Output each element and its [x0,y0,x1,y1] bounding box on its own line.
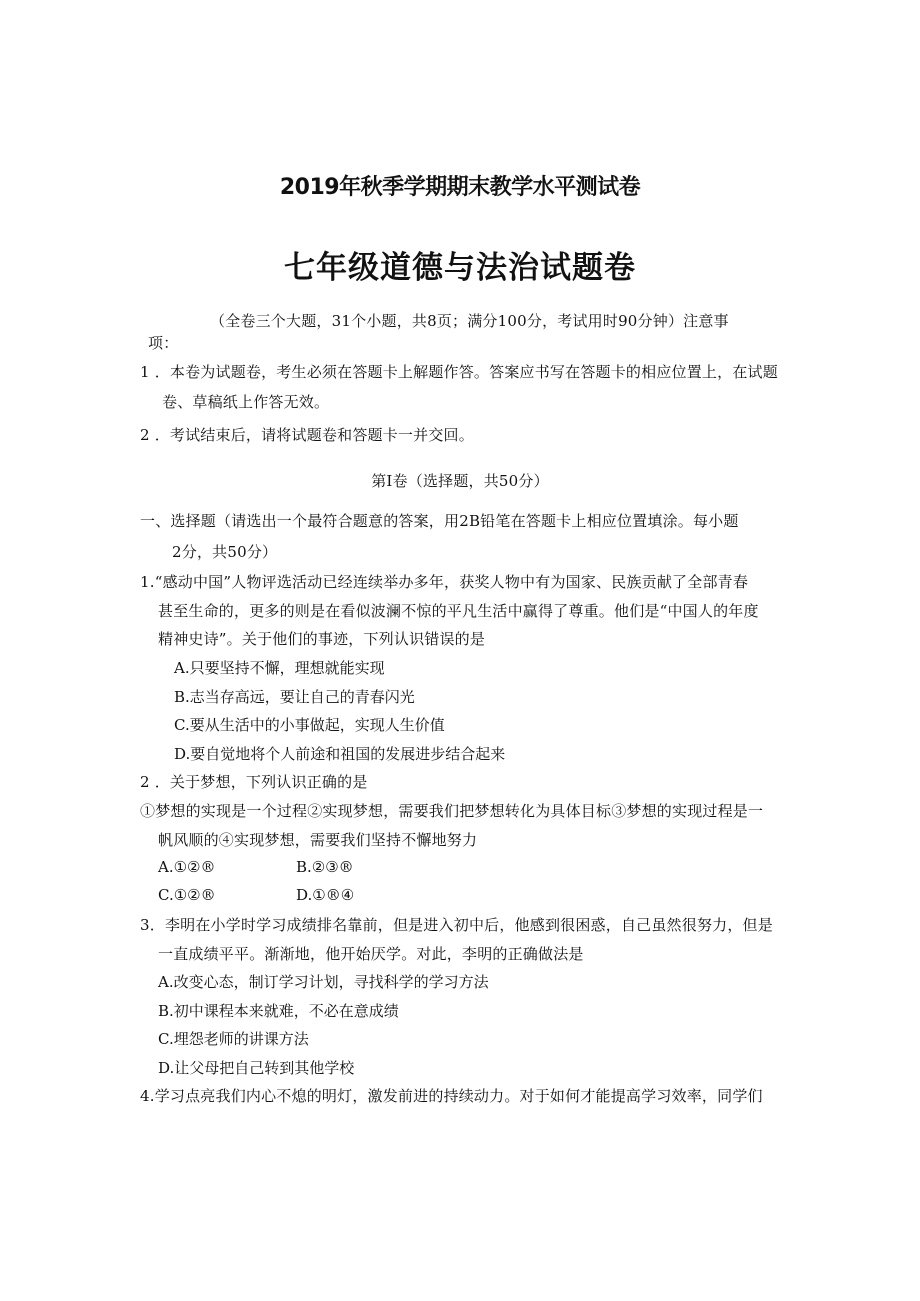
subject-title: 七年级道德与法治试题卷 [284,250,636,286]
question-1-option-c: C.要从生活中的小事做起，实现人生价值 [174,716,445,734]
section-instruction-line1: 一、选择题（请选出一个最符合题意的答案，用2B铅笔在答题卡上相应位置填涂。每小题 [140,512,739,530]
question-2-option-d: D.①®④ [296,886,355,904]
question-3-option-d: D.让父母把自己转到其他学校 [158,1059,355,1077]
question-1-option-d: D.要自觉地将个人前途和祖国的发展进步结合起来 [174,745,506,763]
notice-intro-line1: （全卷三个大题，31个小题，共8页；满分100分，考试用时90分钟）注意事 [210,312,729,330]
exam-title: 2019年秋季学期期末教学水平测试卷 [279,175,641,200]
question-3-line2: 一直成绩平平。渐渐地，他开始厌学。对此，李明的正确做法是 [158,945,584,963]
question-2-stem: 2 ．关于梦想，下列认识正确的是 [140,773,368,791]
notice-item-1-line2: 卷、草稿纸上作答无效。 [162,393,330,411]
question-2-option-c: C.①②® [158,886,216,904]
question-2-statements-line1: ①梦想的实现是一个过程②实现梦想，需要我们把梦想转化为具体目标③梦想的实现过程是一 [140,802,764,820]
question-1-line3: 精神史诗”。关于他们的事迹，下列认识错误的是 [158,630,486,648]
section-heading: 第Ⅰ卷（选择题，共50分） [371,472,549,490]
question-3-option-b: B.初中课程本来就难，不必在意成绩 [158,1002,399,1020]
question-2-option-b: B.②③® [296,858,354,876]
question-3-option-a: A.改变心态，制订学习计划，寻找科学的学习方法 [158,973,489,991]
question-1-line2: 甚至生命的，更多的则是在看似波澜不惊的平凡生活中赢得了尊重。他们是“中国人的年度 [158,602,759,620]
question-2-option-a: A.①②® [158,858,216,876]
question-1-option-b: B.志当存高远，要让自己的青春闪光 [174,688,415,706]
question-1-option-a: A.只要坚持不懈，理想就能实现 [174,659,385,677]
question-1-line1: 1.“感动中国”人物评选活动已经连续举办多年，获奖人物中有为国家、民族贡献了全部青春 [140,573,749,591]
question-2-statements-line2: 帆风顺的④实现梦想，需要我们坚持不懈地努力 [158,831,478,849]
question-4-line1: 4.学习点亮我们内心不熄的明灯，激发前进的持续动力。对于如何才能提高学习效率，同学们 [140,1087,763,1105]
notice-item-1-line1: 1 ．本卷为试题卷，考生必须在答题卡上解题作答。答案应书写在答题卡的相应位置上，在试题 [140,363,778,381]
question-3-option-c: C.埋怨老师的讲课方法 [158,1030,309,1048]
section-instruction-line2: 2分，共50分） [172,543,278,561]
notice-intro-line2: 项： [148,334,179,352]
question-3-line1: 3．李明在小学时学习成绩排名靠前，但是进入初中后，他感到很困惑，自己虽然很努力，但是 [140,916,773,934]
notice-item-2: 2 ．考试结束后，请将试题卷和答题卡一并交回。 [140,426,474,444]
